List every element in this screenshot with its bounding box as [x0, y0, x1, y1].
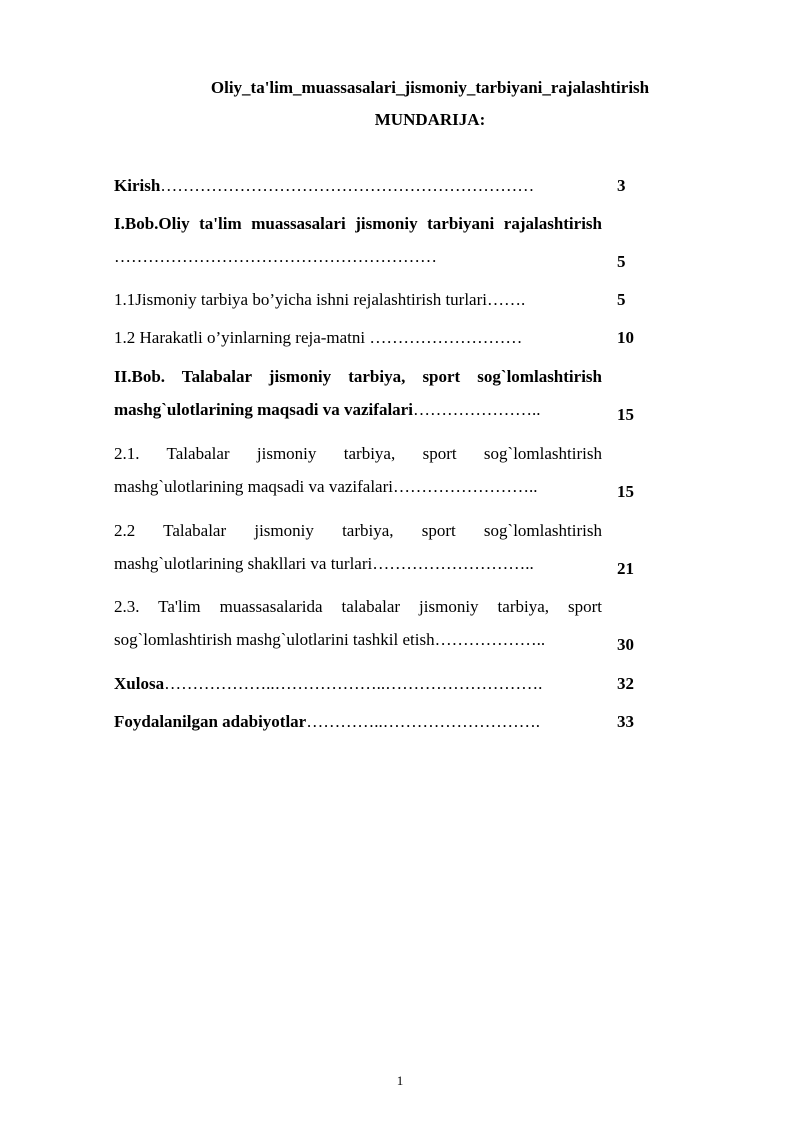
toc-entry-label: II.Bob. Talabalar jismoniy tarbiya, sport sog`lomlashtirish mashg`ulotlarining maqsadi va vazifalari	[114, 367, 602, 419]
toc-entry-leader: …………..……………………….	[306, 712, 540, 731]
toc-entry-page: 30	[617, 635, 634, 654]
toc-entry-page: 5	[617, 290, 626, 309]
toc-entry-page: 32	[617, 674, 634, 693]
toc-entry-leader: ………………………..	[372, 554, 534, 573]
toc-entry-label: 2.1. Talabalar jismoniy tarbiya, sport sog`lomlashtirish mashg`ulotlarining maqsadi va vazifalari	[114, 444, 602, 496]
toc-entry-page: 15	[617, 482, 634, 501]
toc-entry-text	[114, 207, 602, 273]
toc-entry-label: Xulosa	[114, 674, 165, 693]
toc-entry-page: 5	[617, 252, 626, 271]
toc-entry-text	[114, 667, 602, 700]
toc-entry-page: 33	[617, 712, 634, 731]
toc-entry-page: 3	[617, 176, 626, 195]
toc-entry-text	[114, 360, 602, 426]
toc-entry-text	[114, 437, 602, 503]
toc-entry-leader: ………………..	[434, 630, 546, 649]
page-number: 1	[396, 1073, 404, 1088]
toc-entry-text	[114, 169, 602, 202]
toc-entry-leader: ……………………..	[393, 477, 538, 496]
toc-entry-leader: …………………………………………………………	[160, 176, 535, 195]
toc-entry-leader: …………………..	[412, 400, 541, 419]
toc-heading: MUNDARIJA:	[374, 110, 486, 129]
toc-entry-leader: ………………………	[365, 328, 523, 347]
toc-entry-leader: ………………..………………..……………………….	[164, 674, 543, 693]
toc-entry-text	[114, 514, 602, 580]
toc-entry-label: I.Bob.Oliy ta'lim muassasalari jismoniy tarbiyani rajalashtirish	[114, 214, 602, 233]
toc-entry-label: 1.2 Harakatli o’yinlarning reja-matni	[114, 328, 366, 347]
toc-entry-text	[114, 321, 602, 354]
toc-entry-label: 2.2 Talabalar jismoniy tarbiya, sport sog`lomlashtirish mashg`ulotlarining shakllari va turlari	[114, 521, 602, 573]
toc-entry-text	[114, 590, 602, 656]
toc-entry-text	[114, 705, 602, 738]
toc-entry-leader: …………………………………………………	[114, 247, 437, 266]
toc-entry-page: 15	[617, 405, 634, 424]
document-title: Oliy_ta'lim_muassasalari_jismoniy_tarbiyani_rajalashtirish	[210, 78, 650, 97]
toc-entry-label: Foydalanilgan adabiyotlar	[114, 712, 307, 731]
toc-entry-page: 10	[617, 328, 634, 347]
toc-entry-page: 21	[617, 559, 634, 578]
toc-entry-label: Kirish	[114, 176, 161, 195]
toc-entry-label: 2.3. Ta'lim muassasalarida talabalar jismoniy tarbiya, sport sog`lomlashtirish mashg`ulotlarini tashkil etish	[114, 597, 602, 649]
toc-entry-label: 1.1Jismoniy tarbiya bo’yicha ishni rejalashtirish turlari	[114, 290, 487, 309]
toc-entry-leader: …….	[486, 290, 526, 309]
toc-entry-text	[114, 283, 602, 316]
